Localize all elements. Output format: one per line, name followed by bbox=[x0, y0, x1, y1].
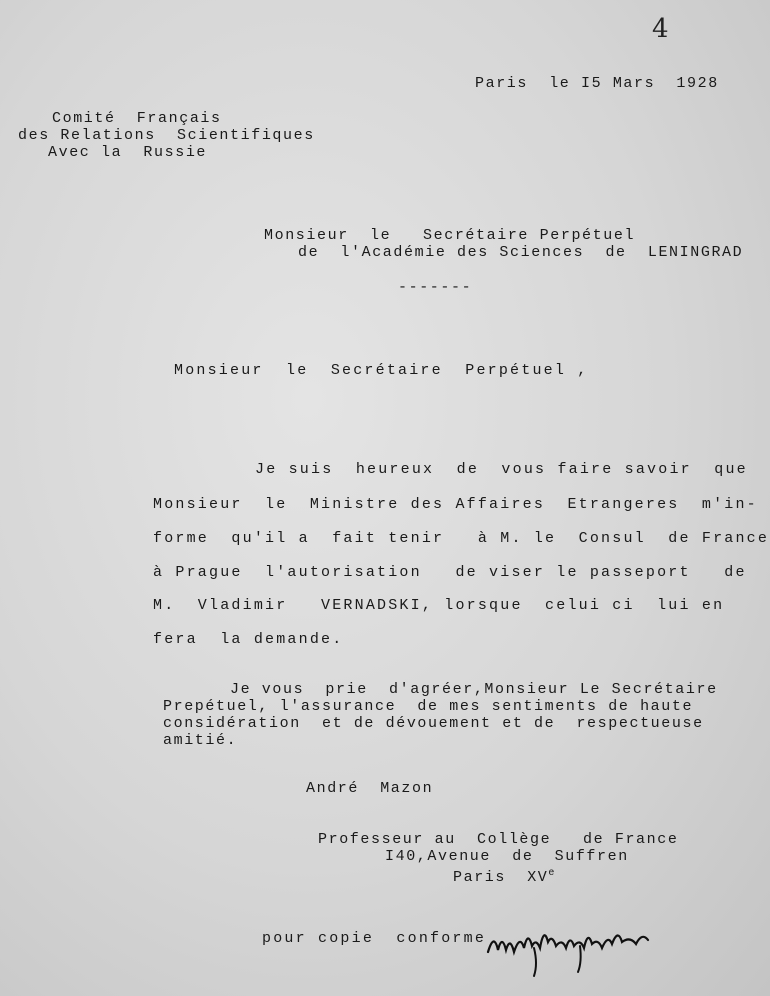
page-number-mark: 4 bbox=[652, 14, 669, 44]
salutation: Monsieur le Secrétaire Perpétuel , bbox=[174, 362, 589, 379]
sender-line-3: Avec la Russie bbox=[48, 144, 208, 161]
copy-note: pour copie conforme bbox=[262, 930, 487, 947]
address-superscript: e bbox=[548, 868, 557, 879]
body-line: M. Vladimir VERNADSKI, lorsque celui ci lui en bbox=[153, 597, 725, 614]
body-line: Monsieur le Ministre des Affaires Etrangeres m'in- bbox=[153, 496, 758, 513]
handwritten-signature bbox=[484, 912, 654, 982]
body-line: à Prague l'autorisation de viser le passeport de bbox=[153, 564, 747, 581]
closing-line: amitié. bbox=[163, 732, 238, 749]
body-line: Je suis heureux de vous faire savoir que bbox=[255, 461, 748, 478]
closing-line: Prepétuel, l'assurance de mes sentiments de haute bbox=[163, 698, 694, 715]
recipient-line-2: de l'Académie des Sciences de LENINGRAD bbox=[298, 244, 744, 261]
address-line-1: Professeur au Collège de France bbox=[318, 831, 679, 848]
sender-line-1: Comité Français bbox=[52, 110, 222, 127]
signatory-name: André Mazon bbox=[306, 780, 434, 797]
sender-line-2: des Relations Scientifiques bbox=[18, 127, 315, 144]
recipient-line-1: Monsieur le Secrétaire Perpétuel bbox=[264, 227, 636, 244]
body-line: fera la demande. bbox=[153, 631, 344, 648]
address-line-2: I40,Avenue de Suffren bbox=[385, 848, 629, 865]
recipient-rule: ------- bbox=[398, 279, 473, 296]
date-line: Paris le I5 Mars 1928 bbox=[475, 75, 719, 92]
body-line: forme qu'il a fait tenir à M. le Consul de France bbox=[153, 530, 770, 547]
closing-line: Je vous prie d'agréer,Monsieur Le Secrétaire bbox=[230, 681, 718, 698]
closing-line: considération et de dévouement et de respectueuse bbox=[163, 715, 704, 732]
address-line-3: Paris XVe bbox=[453, 868, 557, 886]
